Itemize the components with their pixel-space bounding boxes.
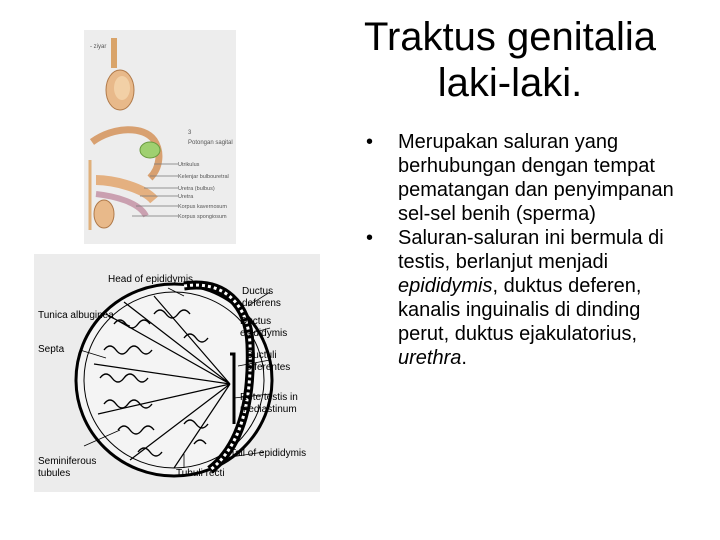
- figure-top-number: 3: [188, 130, 192, 136]
- label-tail-of-epididymis: Tail of epididymis: [230, 448, 307, 459]
- label-kelenjar: Kelenjar bulbouretral: [178, 174, 229, 180]
- figure-top-view-label: Potongan sagital: [188, 140, 233, 146]
- anatomy-sagittal-figure: [84, 30, 236, 244]
- label-seminiferous: Seminiferous: [38, 456, 97, 467]
- bullet-item-1: [366, 130, 686, 226]
- bullet-text-2-mid: , duktus deferen, kanalis inguinalis di dinding perut, duktus ejakulatorius,: [398, 275, 642, 345]
- label-ductuli-1: Ductuli: [246, 350, 277, 361]
- anatomy-sagittal-drawing: [84, 30, 236, 244]
- title-line-1: Traktus genitalia: [364, 15, 656, 59]
- bullet-text-2-start: Saluran-saluran ini bermula di testis, berlanjut menjadi: [398, 227, 664, 273]
- label-ductus-epididymis-1: Ductus: [240, 316, 272, 327]
- bullet-item-2: [366, 226, 686, 370]
- slide-title: [330, 14, 690, 106]
- bullet-text-1: Merupakan saluran yang berhubungan dengan tempat pematangan dan penyimpanan sel-sel benih (sperma): [398, 131, 674, 225]
- bullet-text-2-end: .: [461, 347, 467, 369]
- label-utrikulus: Utrikulus: [178, 162, 200, 168]
- label-tubules: tubules: [38, 468, 71, 479]
- title-line-2: laki-laki.: [437, 61, 583, 105]
- figure-top-corner-label: - ziyar: [90, 44, 107, 50]
- label-septa: Septa: [38, 344, 65, 355]
- label-korpus-spongiosum: Korpus spongiosum: [178, 214, 227, 220]
- testis-section-drawing: [34, 254, 320, 492]
- label-uretra-bulbus: Uretra (bulbus): [178, 186, 215, 192]
- label-ductus-deferens-2: deferens: [242, 298, 281, 309]
- label-tunica-albuginea: Tunica albuginea: [38, 310, 114, 321]
- label-head-of-epididymis: Head of epididymis: [108, 274, 194, 285]
- label-tubuli-recti: Tubuli recti: [176, 468, 225, 479]
- bullet-dot: •: [366, 227, 374, 249]
- bullet-dot: •: [366, 131, 374, 153]
- label-uretra: Uretra: [178, 194, 194, 200]
- testis-section-figure: [34, 254, 320, 492]
- term-epididymis: epididymis: [398, 275, 493, 297]
- label-korpus-kavernosum: Korpus kavernosum: [178, 204, 227, 210]
- label-rete-testis-1: Rete testis in: [240, 392, 298, 403]
- label-rete-testis-2: mediastinum: [240, 404, 297, 415]
- term-urethra: urethra: [398, 347, 462, 369]
- label-ductus-epididymis-2: epididymis: [240, 328, 288, 339]
- bullet-list: [366, 130, 686, 370]
- label-ductus-deferens-1: Ductus: [242, 286, 274, 297]
- label-ductuli-2: efferentes: [246, 362, 291, 373]
